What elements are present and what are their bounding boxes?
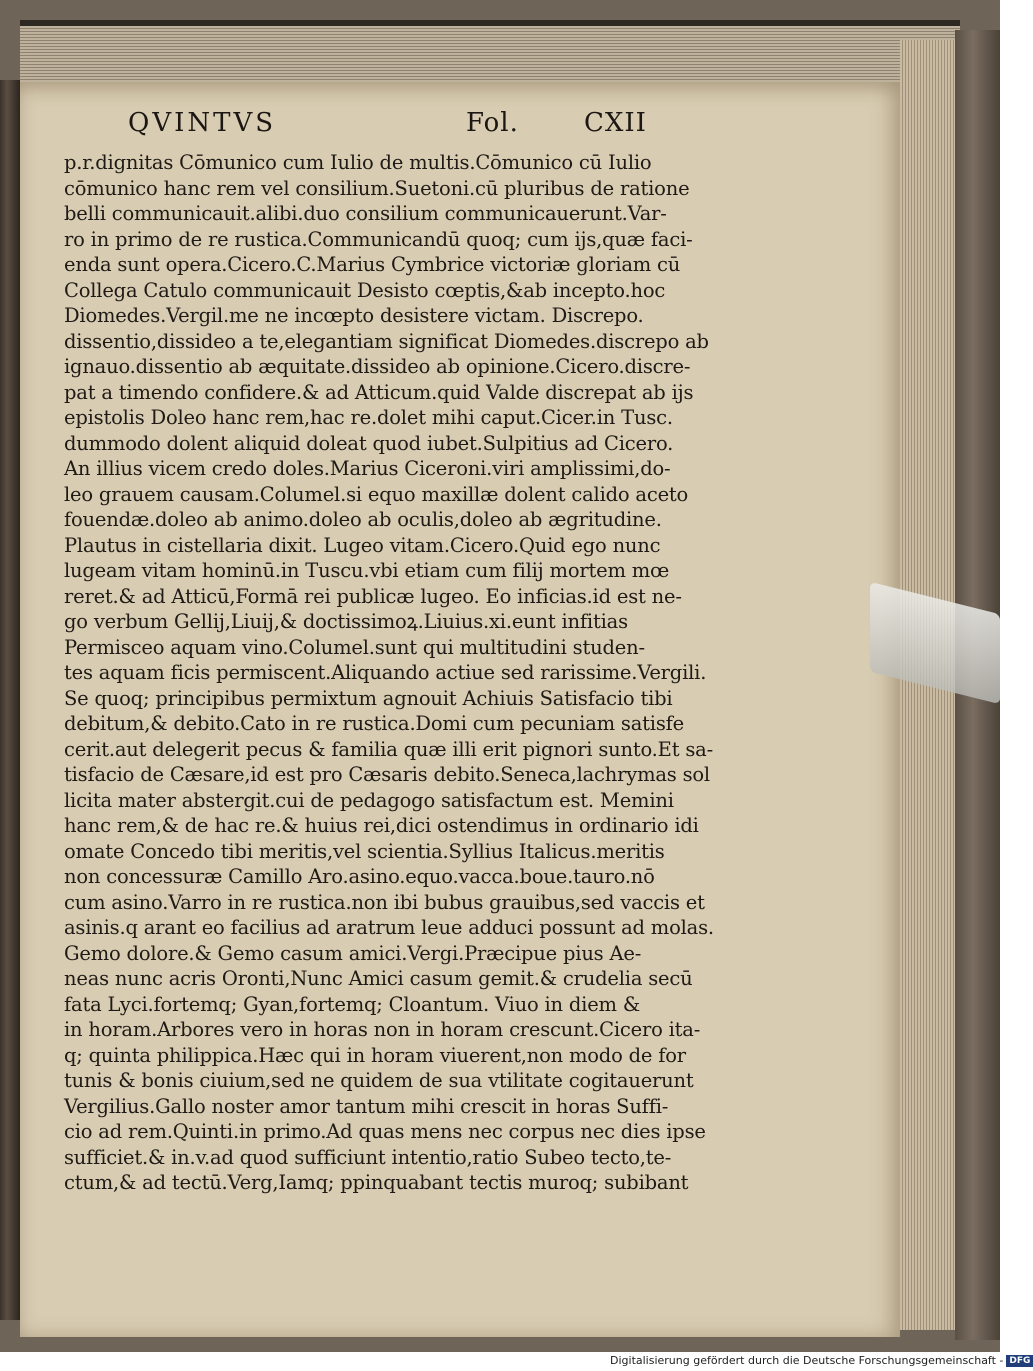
- text-line: Collega Catulo communicauit Desisto cœptis,&ab incepto.hoc: [64, 278, 666, 302]
- folio-number: CXII: [584, 108, 647, 138]
- credit-text: Digitalisierung gefördert durch die Deutsche Forschungsgemeinschaft -: [610, 1354, 1004, 1367]
- text-line: cum asino.Varro in re rustica.non ibi bubus grauibus,sed vaccis et: [64, 890, 705, 914]
- digitization-credit: [610, 1354, 1031, 1367]
- text-line: belli communicauit.alibi.duo consilium communicauerunt.Var-: [64, 202, 667, 225]
- text-line: An illius vicem credo doles.Marius Ciceroni.viri amplissimi,do-: [64, 457, 671, 480]
- folio-label: Fol.: [466, 108, 519, 138]
- text-line: go verbum Gellij,Liuij,& doctissimoꝝ.Liuius.xi.eunt infitias: [64, 610, 628, 633]
- text-line: q; quinta philippica.Hæc qui in horam viuerent,non modo de for: [64, 1043, 686, 1067]
- text-line: hanc rem,& de hac re.& huius rei,dici ostendimus in ordinario idi: [64, 814, 699, 837]
- text-line: asinis.q arant eo facilius ad aratrum leue adduci possunt ad molas.: [64, 916, 714, 939]
- dfg-logo: DFG: [1006, 1355, 1033, 1367]
- running-title: QVINTVS: [128, 108, 277, 138]
- text-line: tunis & bonis ciuium,sed ne quidem de sua vtilitate cogitauerunt: [64, 1069, 694, 1092]
- page-header: [128, 108, 668, 148]
- text-line: leo grauem causam.Columel.si equo maxillæ dolent calido aceto: [64, 482, 689, 506]
- text-line: reret.& ad Atticū,Formā rei publicæ lugeo. Eo inficias.id est ne-: [64, 584, 682, 608]
- text-line: enda sunt opera.Cicero.C.Marius Cymbrice victoriæ gloriam cū: [64, 253, 681, 276]
- text-line: dissentio,dissideo a te,elegantiam significat Diomedes.discrepo ab: [64, 329, 709, 353]
- text-line: neas nunc acris Oronti,Nunc Amici casum gemit.& crudelia secū: [64, 967, 693, 990]
- text-line: Plautus in cistellaria dixit. Lugeo vitam.Cicero.Quid ego nunc: [64, 533, 661, 557]
- text-line: ctum,& ad tectū.Verg,Iamq; ppinquabant tectis muroq; subibant: [64, 1171, 689, 1194]
- text-line: non concessuræ Camillo Aro.asino.equo.vacca.boue.tauro.nō: [64, 865, 655, 888]
- text-line: cerit.aut delegerit pecus & familia quæ illi erit pignori sunto.Et sa-: [64, 737, 713, 761]
- text-line: fouendæ.doleo ab animo.doleo ab oculis,doleo ab ægritudine.: [64, 508, 662, 531]
- text-line: ignauo.dissentio ab æquitate.dissideo ab opinione.Cicero.discre-: [64, 355, 691, 378]
- text-line: Se quoq; principibus permixtum agnouit Achiuis Satisfacio tibi: [64, 686, 673, 710]
- text-line: cōmunico hanc rem vel consilium.Suetoni.cū pluribus de ratione: [64, 176, 690, 200]
- text-line: debitum,& debito.Cato in re rustica.Domi cum pecuniam satisfe: [64, 712, 684, 735]
- text-line: tes aquam ficis permiscent.Aliquando actiue sed rarissime.Vergili.: [64, 661, 707, 684]
- text-line: fata Lyci.fortemq; Gyan,fortemq; Cloantum. Viuo in diem &: [64, 992, 640, 1016]
- text-line: tisfacio de Cæsare,id est pro Cæsaris debito.Seneca,lachrymas sol: [64, 763, 710, 786]
- text-line: Gemo dolore.& Gemo casum amici.Vergi.Præcipue pius Ae-: [64, 941, 642, 965]
- text-line: omate Concedo tibi meritis,vel scientia.Syllius Italicus.meritis: [64, 839, 665, 863]
- text-line: sufficiet.& in.v.ad quod sufficiunt intentio,ratio Subeo tecto,te-: [64, 1145, 672, 1169]
- body-text: [64, 150, 714, 1196]
- left-page-edge: [0, 80, 20, 1320]
- text-line: licita mater abstergit.cui de pedagogo satisfactum est. Memini: [64, 788, 674, 812]
- text-line: p.r.dignitas Cōmunico cum Iulio de multis.Cōmunico cū Iulio: [64, 151, 652, 174]
- text-line: in horam.Arbores vero in horas non in horam crescunt.Cicero ita-: [64, 1018, 701, 1041]
- text-line: epistolis Doleo hanc rem,hac re.dolet mihi caput.Cicer.in Tusc.: [64, 406, 673, 429]
- text-line: Vergilius.Gallo noster amor tantum mihi crescit in horas Suffi-: [64, 1094, 669, 1118]
- text-line: cio ad rem.Quinti.in primo.Ad quas mens nec corpus nec dies ipse: [64, 1120, 706, 1143]
- text-line: dummodo dolent aliquid doleat quod iubet.Sulpitius ad Cicero.: [64, 431, 674, 455]
- text-line: pat a timendo confidere.& ad Atticum.quid Valde discrepat ab ijs: [64, 380, 694, 404]
- text-line: Diomedes.Vergil.me ne incœpto desistere victam. Discrepo.: [64, 304, 644, 327]
- text-line: Permisceo aquam vino.Columel.sunt qui multitudini studen-: [64, 635, 645, 659]
- text-line: lugeam vitam hominū.in Tuscu.vbi etiam cum filij mortem mœ: [64, 559, 670, 582]
- text-line: ro in primo de re rustica.Communicandū quoq; cum ijs,quæ faci-: [64, 227, 693, 251]
